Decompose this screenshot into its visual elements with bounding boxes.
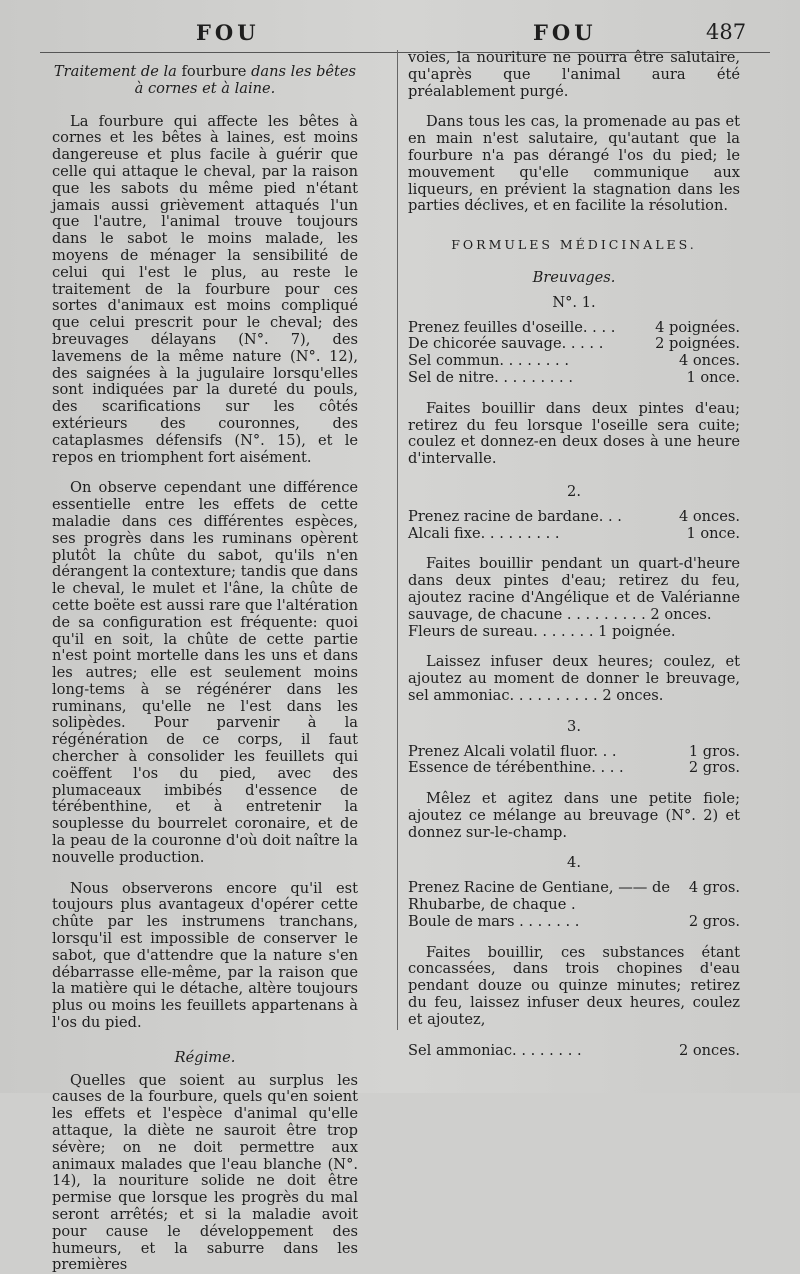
recipe-line <box>408 526 740 543</box>
paragraph: Faites bouillir, ces substances étant concassées, dans trois chopines d'eau pendant douze ou quinze minutes; retirez du feu, laissez infuser deux heures, coulez et ajoutez, <box>408 943 740 1028</box>
paragraph: Mêlez et agitez dans une petite fiole; ajoutez ce mélange au breuvage (N°. 2) et donnez sur-le-champ. <box>408 790 740 841</box>
recipe-quantity: 4 onces. <box>678 507 740 525</box>
recipe-item: Alcali fixe. . . . . . . . . <box>408 524 560 542</box>
recipe-item: Prenez feuilles d'oseille. . . . <box>408 318 616 336</box>
recipe-quantity: 2 poignées. <box>655 335 740 353</box>
recipe-list <box>408 320 740 387</box>
recipe-quantity: 1 once. <box>686 524 740 542</box>
paragraph: La fourbure qui affecte les bêtes à cornes et les bêtes à laines, est moins dangereuse et plus facile à guérir que celle qui attaque le cheval, par la raison que les sabots du même pied n'étant jamais aussi grièvement attaqués l'un que l'autre, l'animal trouve toujours dans le sabot le moins malade, les moyens de ménager la sensibilité de celui qui l'est le plus, au reste le traitement de la fourbure pour ces sortes d'animaux est moins compliqué que celui prescrit pour le cheval; des breuvages délayans (N°. 7), des lavemens de la même nature (N°. 12), des saignées à la jugulaire lorsqu'elles sont indiquées par la dureté du pouls, des scarifications sur les côtés extérieurs des couronnes, des cataplasmes défensifs (N°. 15), et le repos en triomphent fort aisément. <box>52 112 358 466</box>
section-title-keyword: fourbure <box>176 63 252 80</box>
recipe-number: 3. <box>567 717 581 735</box>
recipe-list <box>408 880 740 930</box>
recipe-item: Prenez Alcali volatil fluor. . . <box>408 742 617 760</box>
recipe-item: De chicorée sauvage. . . . . <box>408 335 604 353</box>
recipe-line <box>408 760 740 777</box>
recipe-quantity: 2 gros. <box>688 759 740 777</box>
recipe-line <box>408 320 740 337</box>
recipe-quantity: 4 gros. <box>688 879 740 897</box>
paragraph: Nous observerons encore qu'il est toujours plus avantageux d'opérer cette chûte par les instrumens tranchans, lorsqu'il est impossible de conserver le sabot, que d'attendre que la nature s'en débarrasse elle-même, par la raison que la matière qui le détache, altère toujours plus ou moins les feuillets appartenans à l'os du pied. <box>52 879 358 1032</box>
paragraph: Faites bouillir dans deux pintes d'eau; retirez du feu lorsque l'oseille sera cuite; coulez et donnez-en deux doses à une heure d'intervalle. <box>408 399 740 468</box>
recipe-list <box>408 509 740 543</box>
breuvages-heading: Breuvages. <box>532 268 616 286</box>
recipe-quantity: 2 gros. <box>688 912 740 930</box>
paragraph: Fleurs de sureau. . . . . . . 1 poignée. <box>408 622 676 640</box>
recipe-quantity: 4 poignées. <box>655 318 740 336</box>
recipe-item: Sel commun. . . . . . . . <box>408 352 569 370</box>
recipe-line <box>408 744 740 761</box>
recipe-line <box>408 336 740 353</box>
section-title-part: Traitement de la <box>53 63 177 80</box>
running-head-right: FOU <box>533 20 597 45</box>
paragraph: voies, la nouriture ne pourra être salutaire, qu'après que l'animal aura été préalablement purgé. <box>408 49 740 100</box>
recipe-list <box>408 744 740 778</box>
formules-heading: FORMULES MÉDICINALES. <box>451 237 697 253</box>
recipe-item: Sel ammoniac. . . . . . . . <box>408 1041 582 1059</box>
recipe-line <box>408 509 740 526</box>
recipe-number: 4. <box>567 854 581 872</box>
regime-heading: Régime. <box>174 1048 236 1066</box>
recipe-item: Prenez racine de bardane. . . <box>408 507 622 525</box>
recipe-number: N°. 1. <box>552 293 596 311</box>
recipe-item: Sel de nitre. . . . . . . . . <box>408 368 573 386</box>
recipe-line <box>408 914 740 931</box>
recipe-line <box>408 880 740 914</box>
section-title <box>52 64 358 98</box>
recipe-quantity: 4 onces. <box>678 352 740 370</box>
page-number: 487 <box>706 20 747 44</box>
paragraph: Dans tous les cas, la promenade au pas et en main n'est salutaire, qu'autant que la fourbure n'a pas dérangé l'os du pied; le mouvement qu'elle communique aux liqueurs, en prévient la stagnation dans les parties déclives, et en facilite la résolution. <box>408 113 740 215</box>
section-title-rest: dans les bêtes à cornes et à laine. <box>134 63 357 97</box>
column-divider <box>397 50 398 1030</box>
recipe-item: Prenez Racine de Gentiane, —— de Rhubarbe, de chaque . <box>408 879 670 914</box>
right-column <box>408 50 740 1059</box>
recipe-quantity: 2 onces. <box>678 1041 740 1059</box>
recipe-line <box>408 370 740 387</box>
recipe-line <box>408 1043 740 1060</box>
running-head-left: FOU <box>196 20 260 45</box>
recipe-line <box>408 353 740 370</box>
recipe-quantity: 1 once. <box>686 368 740 386</box>
recipe-item: Boule de mars . . . . . . . <box>408 912 580 930</box>
paragraph: Laissez infuser deux heures; coulez, et ajoutez au moment de donner le breuvage, sel ammoniac. . . . . . . . . . 2 onces. <box>408 653 740 704</box>
recipe-number: 2. <box>567 482 581 500</box>
recipe-item: Essence de térébenthine. . . . <box>408 759 624 777</box>
paragraph: Faites bouillir pendant un quart-d'heure dans deux pintes d'eau; retirez du feu, ajoutez racine d'Angélique et de Valérianne sauvage, de chacune . . . . . . . . . 2 onces. <box>408 555 740 623</box>
recipe-quantity: 1 gros. <box>688 742 740 760</box>
paragraph: On observe cependant une différence essentielle entre les effets de cette maladie dans ces différentes espèces, ses progrès dans les ruminans opèrent plutôt la chûte du sabot, qu'ils n'en dérangent la contexture; tandis que dans le cheval, le mulet et l'âne, la chûte de cette boëte est aussi rare que l'altération de sa configuration est fréquente: quoi qu'il en soit, la chûte de cette partie n'est point mortelle dans les uns et dans les autres; elle est seulement moins long-tems à se régénérer dans les ruminans, qu'elle ne l'est dans les solipèdes. Pour parvenir à la régénération de ce corps, il faut chercher à consolider les feuillets qui coëffent l'os du pied, avec des plumaceaux imbibés d'essence de térébenthine, et à entretenir la souplesse du bourrelet coronaire, et de la peau de la couronne d'où doit naître la nouvelle production. <box>52 479 358 866</box>
paragraph: Quelles que soient au surplus les causes de la fourbure, quels qu'en soient les effets et l'espèce d'animal qu'elle attaque, la diète ne sauroit être trop sévère; on ne doit permettre aux animaux malades que l'eau blanche (N°. 14), la nouriture solide ne doit être permise que lorsque les progrès du mal seront arrêtés; et si la maladie avoit pour cause le développement des humeurs, et la saburre dans les premières <box>52 1071 358 1274</box>
